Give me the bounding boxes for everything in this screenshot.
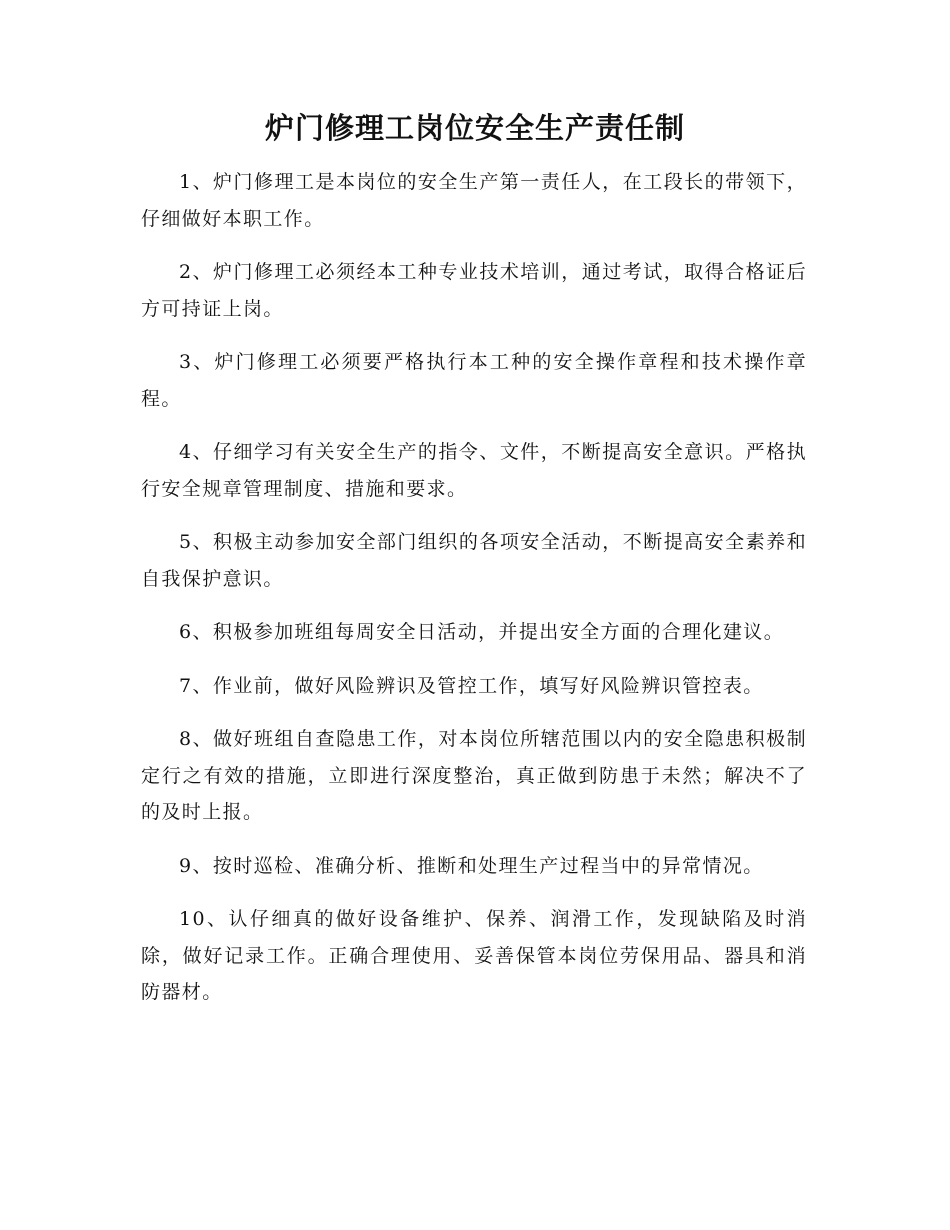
paragraph-7: 7、作业前，做好风险辨识及管控工作，填写好风险辨识管控表。 (179, 674, 764, 697)
paragraph-10: 10、认仔细真的做好设备维护、保养、润滑工作，发现缺陷及时消除，做好记录工作。正确合理使用、妥善保管本岗位劳保用品、器具和消防器材。 (141, 908, 807, 1003)
paragraph-4: 4、仔细学习有关安全生产的指令、文件，不断提高安全意识。严格执行安全规章管理制度、措施和要求。 (141, 441, 807, 500)
paragraph-3: 3、炉门修理工必须要严格执行本工种的安全操作章程和技术操作章程。 (141, 351, 807, 410)
page-title: 炉门修理工岗位安全生产责任制 (264, 111, 685, 145)
paragraph-6: 6、积极参加班组每周安全日活动，并提出安全方面的合理化建议。 (179, 621, 785, 643)
paragraph-1: 1、炉门修理工是本岗位的安全生产第一责任人，在工段长的带领下，仔细做好本职工作。 (141, 171, 807, 230)
document-body (141, 164, 807, 1028)
paragraph-9: 9、按时巡检、准确分析、推断和处理生产过程当中的异常情况。 (179, 854, 764, 877)
paragraph-2: 2、炉门修理工必须经本工种专业技术培训，通过考试，取得合格证后方可持证上岗。 (141, 261, 807, 320)
paragraph-5: 5、积极主动参加安全部门组织的各项安全活动，不断提高安全素养和自我保护意识。 (141, 531, 807, 590)
paragraph-8: 8、做好班组自查隐患工作，对本岗位所辖范围以内的安全隐患积极制定行之有效的措施，立即进行深度整治，真正做到防患于未然；解决不了的及时上报。 (141, 728, 807, 823)
